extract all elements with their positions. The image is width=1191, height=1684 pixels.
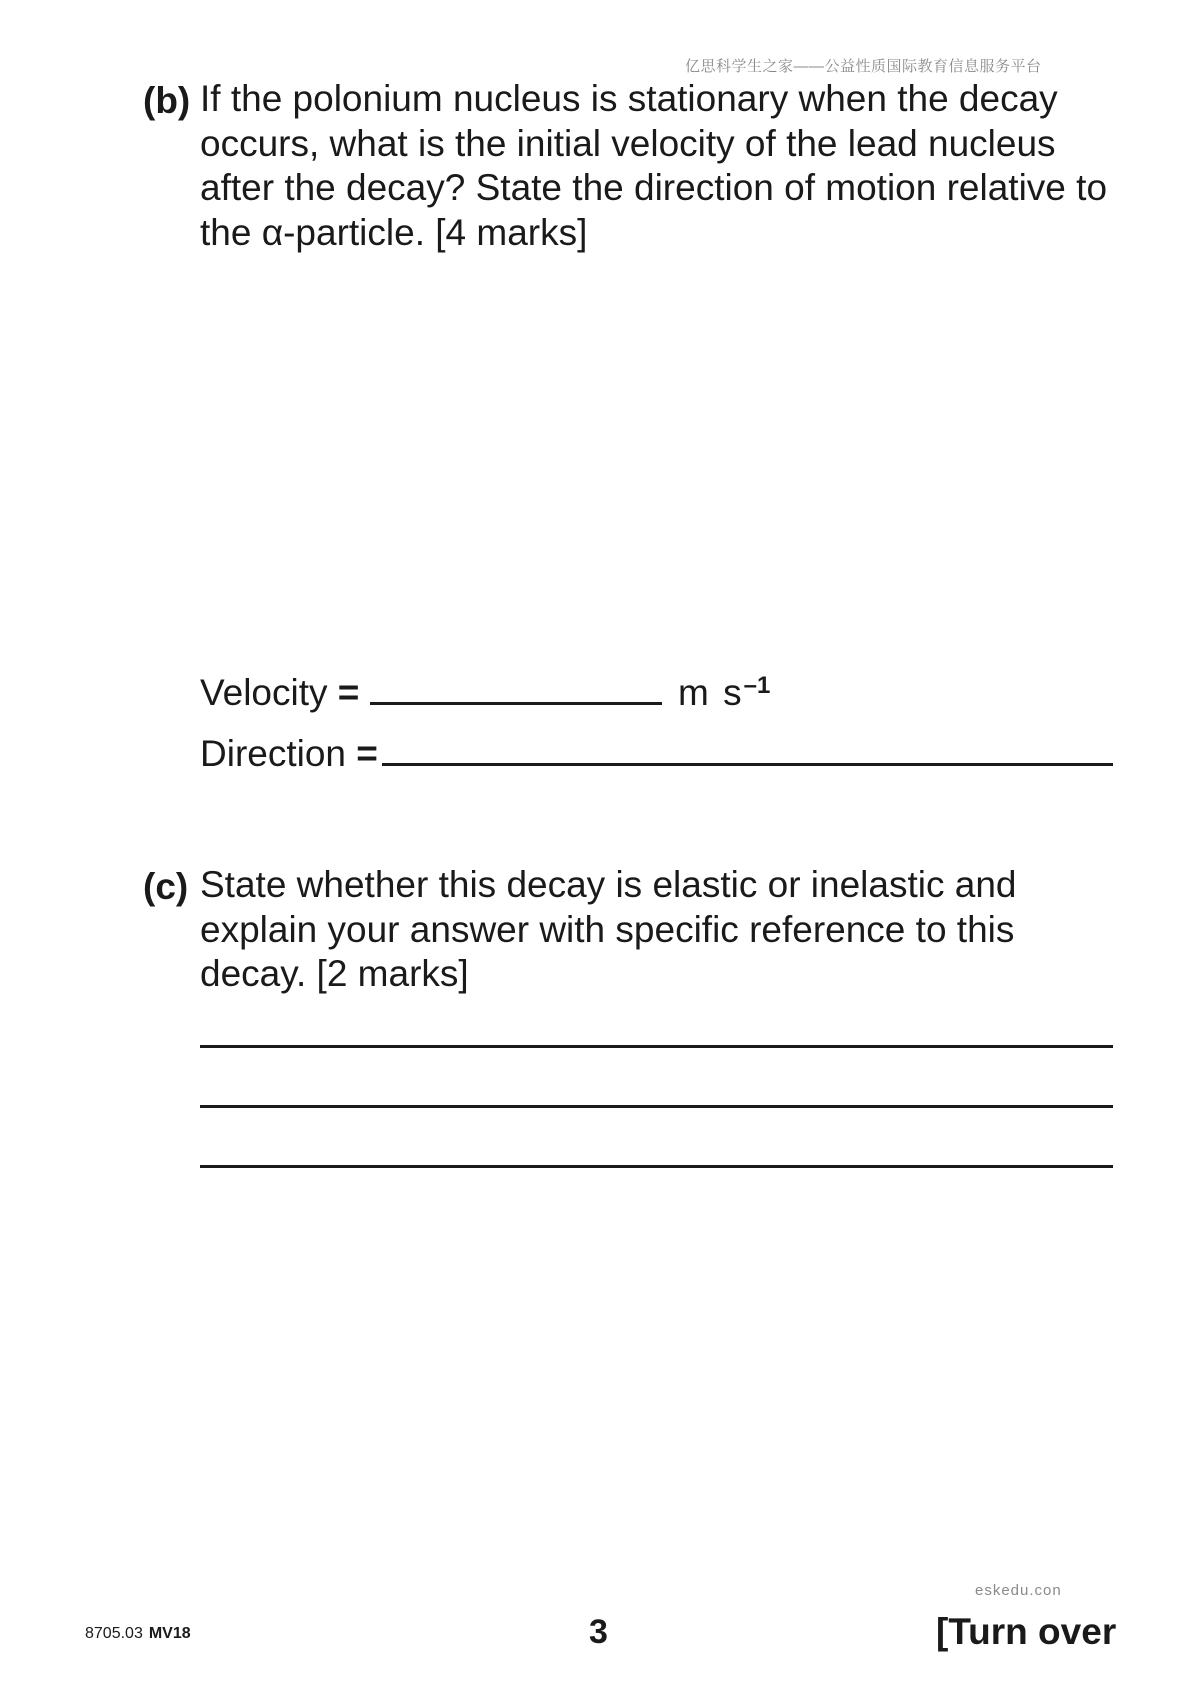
paper-version: MV18 [148, 1625, 191, 1642]
direction-label-text: Direction [200, 733, 357, 774]
velocity-answer-line[interactable] [370, 702, 662, 705]
answer-line-c-3[interactable] [200, 1165, 1113, 1168]
paper-code: 8705.03 [85, 1625, 143, 1642]
velocity-unit-text: m s [678, 672, 744, 713]
answer-line-c-2[interactable] [200, 1105, 1113, 1108]
direction-answer-line[interactable] [382, 763, 1113, 766]
footer-code [85, 1625, 191, 1643]
question-b-text-part2: -particle. [4 marks] [283, 211, 588, 253]
velocity-label [200, 672, 359, 714]
velocity-label-text: Velocity [200, 672, 338, 713]
watermark-top: 亿思科学生之家——公益性质国际教育信息服务平台 [685, 58, 1042, 75]
question-c-text: State whether this decay is elastic or inelastic and explain your answer with specific reference to this decay. [2 marks] [200, 864, 1017, 994]
direction-equals: = [356, 733, 378, 774]
velocity-unit-exponent: –1 [743, 672, 771, 699]
velocity-unit [678, 672, 770, 714]
question-b-label: (b) [143, 80, 191, 121]
question-c-label: (c) [143, 866, 189, 907]
question-b-text [200, 77, 1120, 255]
turn-over-text: [Turn over [936, 1611, 1117, 1652]
velocity-equals: = [337, 672, 360, 713]
answer-line-c-1[interactable] [200, 1045, 1113, 1048]
watermark-bottom: eskedu.con [975, 1582, 1062, 1599]
direction-label [200, 733, 378, 775]
question-b-text-part1: If the polonium nucleus is stationary when the decay occurs, what is the initial velocity of the lead nucleus after the decay? State the direction of motion relative to the [200, 78, 1108, 253]
alpha-symbol: α [261, 211, 284, 253]
page-number: 3 [589, 1613, 608, 1651]
